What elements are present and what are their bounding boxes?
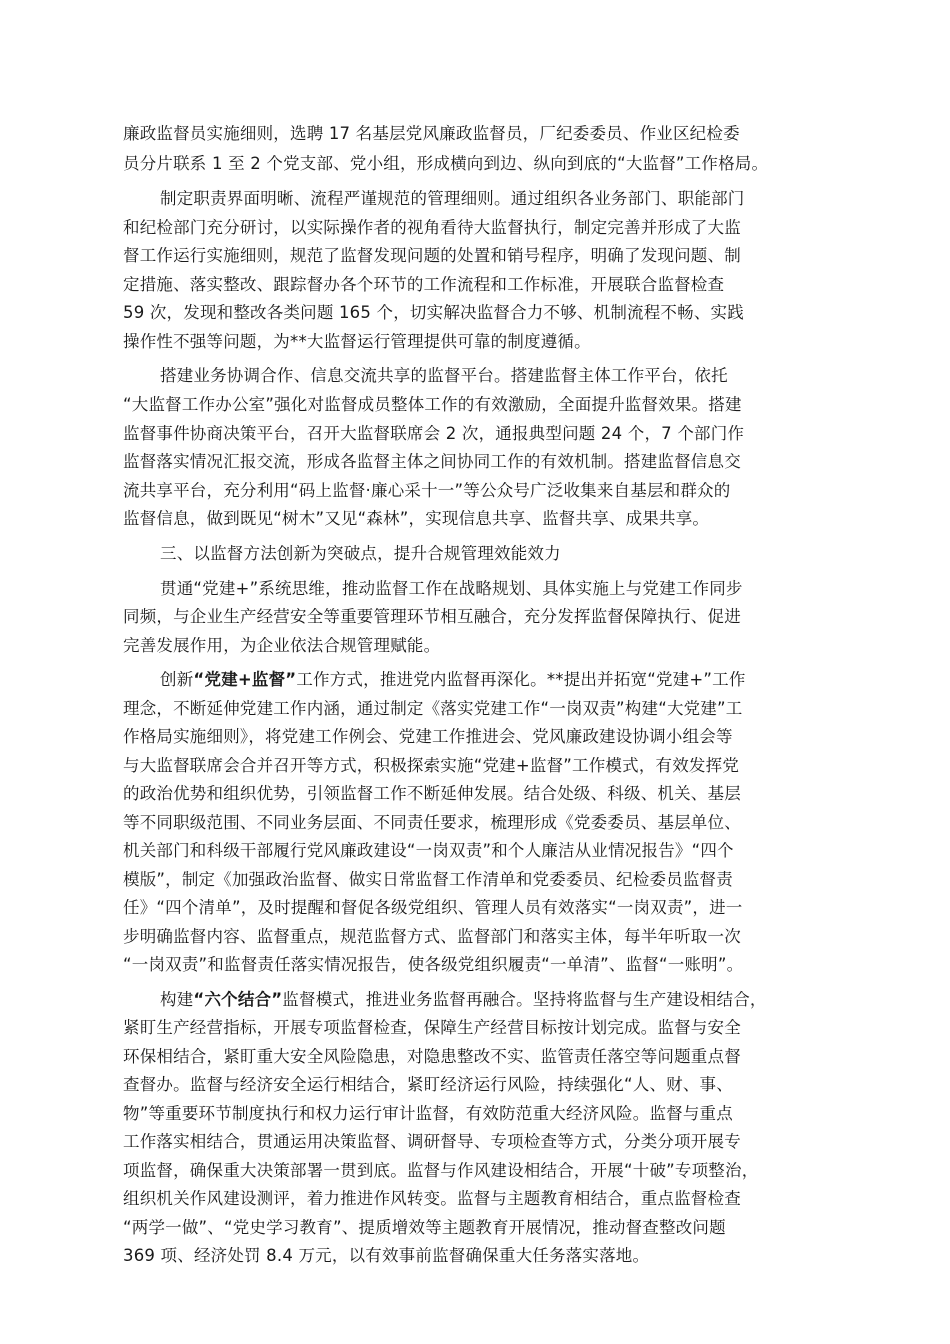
- text-line: 机关部门和科级干部履行党风廉政建设“一岗双责”和个人廉洁从业情况报告》“四个: [123, 841, 734, 860]
- text-line: 同频，与企业生产经营安全等重要管理环节相互融合，充分发挥监督保障执行、促进: [123, 607, 741, 626]
- text-line: 等不同职级范围、不同业务层面、不同责任要求，梳理形成《党委委员、基层单位、: [123, 813, 741, 832]
- text-line: 监督事件协商决策平台，召开大监督联席会 2 次，通报典型问题 24 个，7 个部门作: [123, 424, 745, 443]
- text-line: 作格局实施细则》，将党建工作例会、党建工作推进会、党风廉政建设协调小组会等: [123, 727, 733, 746]
- text-line: 工作落实相结合，贯通运用决策监督、调研督导、专项检查等方式，分类分项开展专: [123, 1132, 741, 1151]
- text-line: 查督办。监督与经济安全运行相结合，紧盯经济运行风险，持续强化“人、财、事、: [123, 1075, 733, 1094]
- text-line-lead: [160, 986, 767, 1014]
- lead-bold: “六个结合”: [193, 990, 283, 1009]
- text-line: 监督落实情况汇报交流，形成各监督主体之间协同工作的有效机制。搭建监督信息交: [123, 452, 741, 471]
- lead-suffix: 工作方式，推进党内监督再深化。**提出并拓宽“党建+”工作: [296, 670, 746, 689]
- text-line: 步明确监督内容、监督重点，规范监督方式、监督部门和落实主体，每半年听取一次: [123, 927, 741, 946]
- text-line: 理念，不断延伸党建工作内涵，通过制定《落实党建工作“一岗双责”构建“大党建”工: [123, 699, 743, 718]
- text-line: 模版”，制定《加强政治监督、做实日常监督工作清单和党委委员、纪检委员监督责: [123, 870, 733, 889]
- lead-bold: “党建+监督”: [193, 670, 297, 689]
- text-line: 督工作运行实施细则，规范了监督发现问题的处置和销号程序，明确了发现问题、制: [123, 246, 741, 265]
- text-line: 环保相结合，紧盯重大安全风险隐患，对隐患整改不实、监管责任落空等问题重点督: [123, 1047, 741, 1066]
- text-line: 369 项、经济处罚 8.4 万元，以有效事前监督确保重大任务落实落地。: [123, 1246, 650, 1265]
- text-line: 流共享平台，充分利用“码上监督·廉心采十一”等公众号广泛收集来自基层和群众的: [123, 481, 731, 500]
- text-line: 完善发展作用，为企业依法合规管理赋能。: [123, 636, 441, 655]
- text-line: 任》“四个清单”，及时提醒和督促各级党组织、管理人员有效落实“一岗双责”，进一: [123, 898, 743, 917]
- text-line: 组织机关作风建设测评，着力推进作风转变。监督与主题教育相结合，重点监督检查: [123, 1189, 741, 1208]
- text-line: “大监督工作办公室”强化对监督成员整体工作的有效激励，全面提升监督效果。搭建: [123, 395, 742, 414]
- text-line: 操作性不强等问题，为**大监督运行管理提供可靠的制度遵循。: [123, 332, 591, 351]
- text-line: 物”等重要环节制度执行和权力运行审计监督，有效防范重大经济风险。监督与重点: [123, 1104, 733, 1123]
- text-line: “一岗双责”和监督责任落实情况报告，使各级党组织履责“一单清”、监督“一账明”。: [123, 955, 744, 974]
- text-line: “两学一做”、“党史学习教育”、提质增效等主题教育开展情况，推动督查整改问题: [123, 1218, 726, 1237]
- text-line: 员分片联系 1 至 2 个党支部、党小组，形成横向到边、纵向到底的“大监督”工作格局。: [123, 154, 769, 173]
- text-line: 和纪检部门充分研讨，以实际操作者的视角看待大监督执行，制定完善并形成了大监: [123, 218, 741, 237]
- text-line: 定措施、落实整改、跟踪督办各个环节的工作流程和工作标准，开展联合监督检查: [123, 275, 725, 294]
- lead-suffix: 监督模式，推进业务监督再融合。坚持将监督与生产建设相结合，: [282, 990, 767, 1009]
- text-line: 贯通“党建+”系统思维，推动监督工作在战略规划、具体实施上与党建工作同步: [160, 579, 743, 598]
- text-line: 廉政监督员实施细则，选聘 17 名基层党风廉政监督员，厂纪委委员、作业区纪检委: [123, 124, 740, 143]
- text-line: 监督信息，做到既见“树木”又见“森林”，实现信息共享、监督共享、成果共享。: [123, 509, 710, 528]
- heading-text: 三、以监督方法创新为突破点，提升合规管理效能效力: [160, 544, 561, 563]
- text-line: 紧盯生产经营指标，开展专项监督检查，保障生产经营目标按计划完成。监督与安全: [123, 1018, 741, 1037]
- lead-prefix: 构建: [160, 990, 194, 1009]
- text-line: 与大监督联席会合并召开等方式，积极探索实施“党建+监督”工作模式，有效发挥党: [123, 756, 740, 775]
- text-line-lead: [160, 666, 746, 694]
- text-line: 项监督，确保重大决策部署一贯到底。监督与作风建设相结合，开展“十破”专项整治，: [123, 1161, 759, 1180]
- text-line: 制定职责界面明晰、流程严谨规范的管理细则。通过组织各业务部门、职能部门: [160, 189, 745, 208]
- text-line: 59 次，发现和整改各类问题 165 个，切实解决监督合力不够、机制流程不畅、实践: [123, 303, 744, 322]
- lead-prefix: 创新: [160, 670, 194, 689]
- text-line: 搭建业务协调合作、信息交流共享的监督平台。搭建监督主体工作平台，依托: [160, 366, 728, 385]
- text-line: 的政治优势和组织优势，引领监督工作不断延伸发展。结合处级、科级、机关、基层: [123, 784, 741, 803]
